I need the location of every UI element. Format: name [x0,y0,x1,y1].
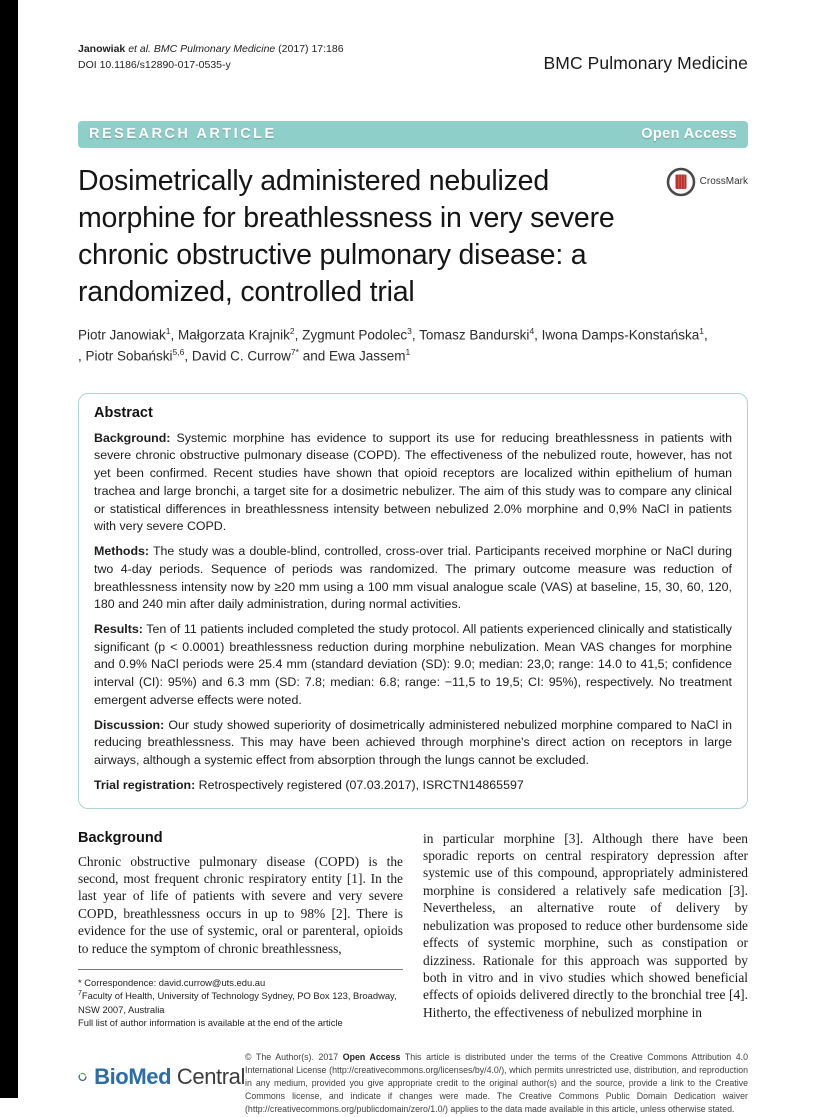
page-title: Dosimetrically administered nebulized morphine for breathlessness in very severe chronic obstructive pulmonary disease: a randomized, controlled trial [78,164,615,309]
author: , Iwona Damps-Konstańska [534,327,700,343]
abstract-trial-registration-label: Trial registration: [94,777,196,792]
author: and Ewa Jassem [298,348,406,364]
citation-author: Janowiak [78,43,129,55]
biomed-central-wordmark [94,1064,245,1090]
doi-line: DOI 10.1186/s12890-017-0535-y [78,58,231,71]
abstract-background-label: Background: [94,430,171,445]
abstract-discussion [94,717,732,770]
abstract-results-text: Ten of 11 patients included completed the study protocol. All patients experienced clinically and statistically significant (p < 0.0001) breathlessness reduction during morphine nebulization. Mean VAS changes for morphine and 0.9% NaCl periods were 25.4 mm (standard deviation (SD): 9.0; median: 23,0; range: 14.0 to 41,5; confidence interval (CI): 95%) and 6.3 mm (SD: 7.8; median: 6.8; range: −11,5 to 19,5; CI: 95%), respectively. No treatment emergent adverse effects were noted. [94,622,732,707]
central-wordpart: Central [171,1063,245,1089]
body-column-left [78,830,403,1030]
crossmark-badge[interactable] [666,167,748,197]
biomed-central-logo-icon [78,1057,87,1097]
affiliation-sup: 7 [78,990,82,998]
citation-block [78,42,344,74]
abstract-methods [94,543,732,614]
author-affiliation-sup: 7* [290,347,299,358]
affiliation-text: Faculty of Health, University of Technology Sydney, PO Box 123, Broadway, NSW 2007, Australia [78,990,397,1015]
author: , Małgorzata Krajnik [170,327,290,343]
abstract-box [78,393,748,809]
journal-name: BMC Pulmonary Medicine [543,52,748,73]
body-text-right: in particular morphine [3]. Although there have been sporadic reports on central respiratory depression after systemic use of this compound, appropriately administered morphine is considered a relatively safe medication [3]. Nevertheless, an alternative route of delivery by nebulization was proposed to reduce other burdensome side effects of systemic morphine, such as constipation or dizziness. Rationale for this approach was supported by both in vitro and in vivo studies which showed beneficial effects of opioids delivered directly to the bronchial tree [4]. Hitherto, the effectiveness of nebulized morphine in [423,830,748,1020]
abstract-discussion-label: Discussion: [94,717,165,732]
page-left-black-bar [0,0,18,1098]
research-article-label: RESEARCH ARTICLE [89,126,277,142]
body-text-left: Chronic obstructive pulmonary disease (COPD) is the second, most frequent chronic respiratory entity [1]. In the last year of life of patients with severe and very severe COPD, breathlessness occurs in up to 98% [2]. There is evidence for the use of systemic, oral or parenteral, opioids to reduce the symptom of chronic breathlessness, [78,853,403,956]
abstract-discussion-text: Our study showed superiority of dosimetrically administered nebulized morphine compared to NaCl in reducing breathlessness. This may have been achieved through morphine's direct action on receptors in large airways, although a systemic effect from absorption through the lungs cannot be excluded. [94,717,732,768]
author: , Zygmunt Podolec [294,327,408,343]
citation-journal-italic: et al. BMC Pulmonary Medicine [128,43,276,55]
abstract-methods-text: The study was a double-blind, controlled, cross-over trial. Participants received morphine or NaCl during two 4-day periods. Sequence of periods was randomized. The primary outcome measure was reduction of breathlessness intensity now by ≥20 mm using a 100 mm visual analogue scale (VAS) at baseline, 15, 30, 60, 120, 180 and 240 min after daily administration, during normal activities. [94,544,732,612]
abstract-background-text: Systemic morphine has evidence to support its use for reducing breathlessness in patients with severe chronic obstructive pulmonary disease (COPD). The effectiveness of the nebulized route, however, has not yet been confirmed. Recent studies have shown that opioid receptors are localized within epithelium of human trachea and large bronchi, a target site for a dosimetric nebulizer. The aim of this study was to compare any clinical or statistical differences in breathlessness intensity between nebulized 2.0% morphine and 0,9% NaCl in patients with very severe COPD. [94,430,732,534]
author-affiliation-sup: 1 [405,347,411,358]
abstract-trial-registration [94,777,732,795]
abstract-results [94,621,732,710]
abstract-trial-registration-text: Retrospectively registered (07.03.2017), ISRCTN14865597 [195,777,524,792]
abstract-heading: Abstract [94,404,153,421]
publisher-footer [78,1051,748,1117]
abstract-results-label: Results: [94,622,143,636]
citation-issue: (2017) 17:186 [275,43,344,55]
copyright-prefix: © The Author(s). 2017 [245,1051,343,1062]
section-heading-background: Background [78,829,163,846]
biomed-central-logo [78,1051,245,1097]
body-column-right [423,830,748,1030]
copyright-body: This article is distributed under the terms of the Creative Commons Attribution 4.0 International License (http://creativecommons.org/licenses/by/4.0/), which permits unrestricted use, distribution, and reproduction in any medium, provided you give appropriate credit to the original author(s) and the source, provide a link to the Creative Commons license, and indicate if changes were made. The Creative Commons Public Domain Dedication waiver (http://creativecommons.org/publicdomain/zero/1.0/) applies to the data made available in this article, unless otherwise stated. [245,1051,748,1115]
author: Piotr Janowiak [78,327,166,343]
body-columns [78,830,748,1030]
copyright-open-access: Open Access [342,1051,401,1062]
footnotes [78,969,403,1030]
masthead [78,42,748,74]
affiliation-note [78,989,403,1016]
abstract-background [94,430,732,536]
author-info-note: Full list of author information is available at the end of the article [78,1017,343,1029]
copyright-notice [245,1051,748,1117]
correspondence-note: * Correspondence: david.currow@uts.edu.au [78,977,266,989]
author-affiliation-sup: 5,6 [172,347,185,358]
author: , Tomasz Bandurski [411,327,530,343]
abstract-methods-label: Methods: [94,544,150,559]
article-page [78,0,748,1117]
crossmark-label: CrossMark [699,176,748,187]
article-type-banner [78,121,748,148]
author: , David C. Currow [184,348,291,364]
author-affiliation-sup: 1 [165,325,171,336]
crossmark-icon [666,167,696,197]
title-row [78,163,748,312]
author-affiliation-sup: 4 [529,325,535,336]
author-affiliation-sup: 2 [289,325,295,336]
biomed-wordpart: BioMed [94,1063,172,1089]
citation-line [78,42,344,58]
author-affiliation-sup: 1 [699,325,704,336]
author-list: Piotr Janowiak$^1$, Małgorzata Krajnik$^2$, Zygmunt Podolec$^3$, Tomasz Bandurski$^4$, Iwona Damps-Konstańska$^1$, , Piotr Sobański$^{5,6}$, David C. Currow$^{7*}$ and Ewa Jassem$^1$ [78,325,708,364]
author-affiliation-sup: 3 [407,325,412,336]
author: , Piotr Sobański [78,348,173,364]
open-access-label: Open Access [641,126,737,142]
